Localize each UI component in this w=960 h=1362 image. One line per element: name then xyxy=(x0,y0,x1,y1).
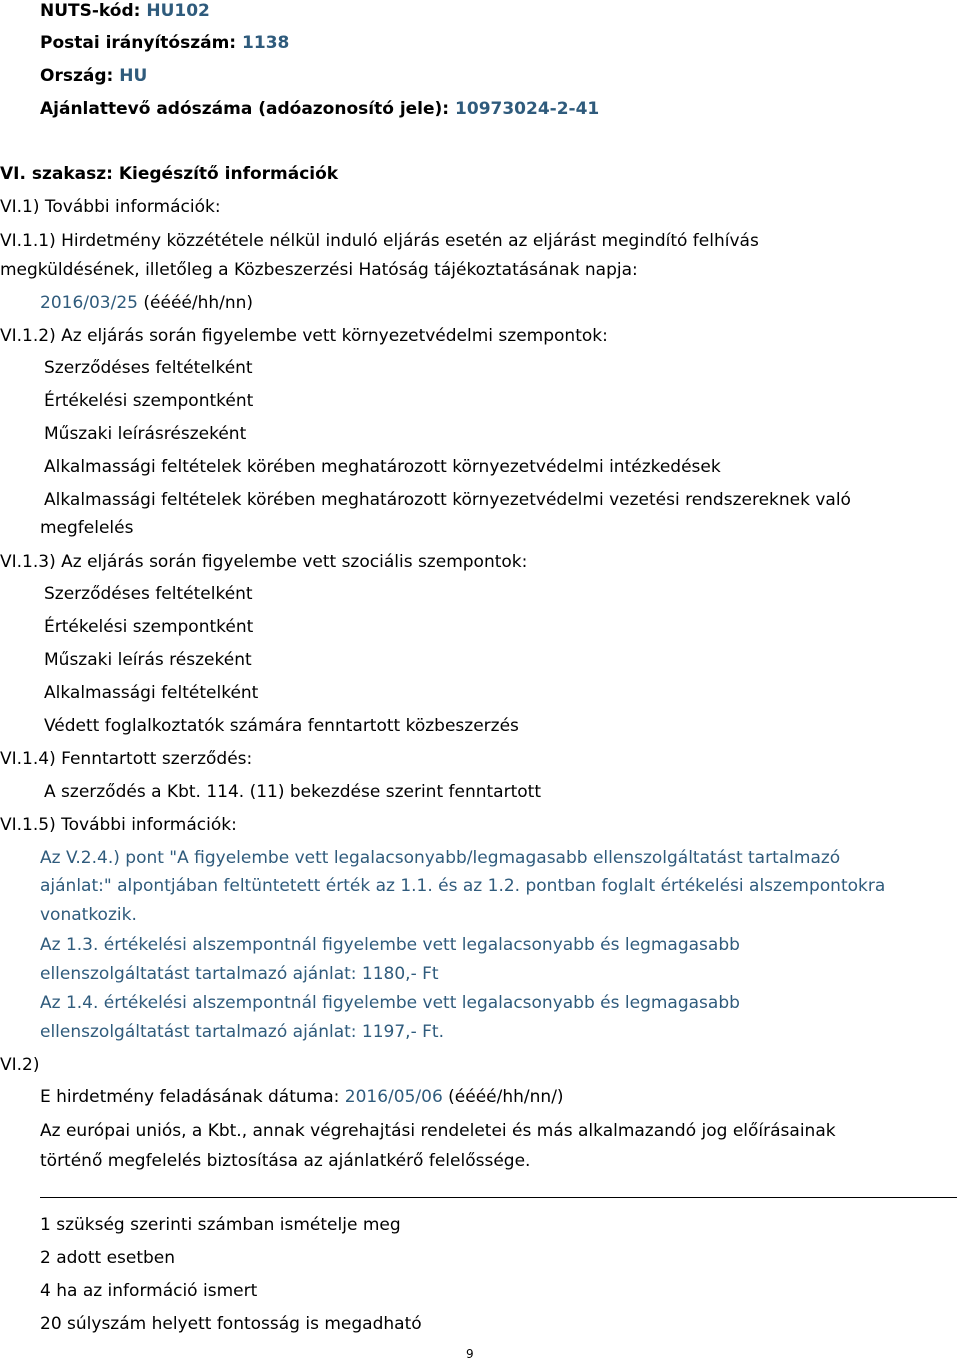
postal-code-row xyxy=(40,32,289,54)
footnote: 1 szükség szerinti számban ismételje meg xyxy=(40,1215,401,1235)
additional-info-line: ajánlat:" alpontjában feltüntetett érték az 1.1. és az 1.2. pontban foglalt értékelési alszempontokra xyxy=(40,876,886,896)
section-6-1-1-line-2: megküldésének, illetőleg a Közbeszerzési Hatóság tájékoztatásának napja: xyxy=(0,260,638,280)
env-criterion-item: Műszaki leírásrészeként xyxy=(44,424,247,444)
reserved-contract-value: A szerződés a Kbt. 114. (11) bekezdése szerint fenntartott xyxy=(44,782,541,802)
dispatch-date-format: (éééé/hh/nn/) xyxy=(448,1087,564,1107)
compliance-line-2: történő megfelelés biztosítása az ajánlatkérő felelőssége. xyxy=(40,1151,531,1171)
country-value: HU xyxy=(119,66,148,86)
footnote: 4 ha az információ ismert xyxy=(40,1281,258,1301)
additional-info-line: Az V.2.4.) pont "A figyelembe vett legalacsonyabb/legmagasabb ellenszolgáltatást tartalmazó xyxy=(40,848,841,868)
country-row xyxy=(40,65,147,87)
social-criterion-item: Védett foglalkoztatók számára fenntartott közbeszerzés xyxy=(44,716,519,736)
section-6-1-3-heading: VI.1.3) Az eljárás során figyelembe vett szociális szempontok: xyxy=(0,552,528,572)
section-6-1-heading: VI.1) További információk: xyxy=(0,197,221,217)
section-6-1-4-heading: VI.1.4) Fenntartott szerződés: xyxy=(0,749,253,769)
env-criterion-item: Alkalmassági feltételek körében meghatározott környezetvédelmi vezetési rendszereknek való xyxy=(44,490,851,510)
dispatch-date-row xyxy=(40,1086,564,1108)
section-6-2-heading: VI.2) xyxy=(0,1055,40,1075)
notice-date-row xyxy=(40,292,253,314)
dispatch-date-value: 2016/05/06 xyxy=(344,1087,443,1107)
section-title: VI. szakasz: Kiegészítő információk xyxy=(0,164,339,184)
env-criterion-item: Értékelési szempontként xyxy=(44,391,254,411)
postal-code-label: Postai irányítószám: xyxy=(40,33,237,53)
compliance-line-1: Az európai uniós, a Kbt., annak végrehajtási rendeletei és más alkalmazandó jog előírásainak xyxy=(40,1121,836,1141)
social-criterion-item: Értékelési szempontként xyxy=(44,617,254,637)
section-6-1-5-heading: VI.1.5) További információk: xyxy=(0,815,237,835)
footnote: 20 súlyszám helyett fontosság is megadható xyxy=(40,1314,422,1334)
page-number: 9 xyxy=(466,1347,474,1361)
footnote: 2 adott esetben xyxy=(40,1248,176,1268)
notice-date-format: (éééé/hh/nn) xyxy=(143,293,254,313)
additional-info-line: ellenszolgáltatást tartalmazó ajánlat: 1197,- Ft. xyxy=(40,1022,444,1042)
nuts-code-label: NUTS-kód: xyxy=(40,1,141,21)
social-criterion-item: Műszaki leírás részeként xyxy=(44,650,252,670)
tax-number-label: Ajánlattevő adószáma (adóazonosító jele): xyxy=(40,99,450,119)
section-6-1-1-line-1: VI.1.1) Hirdetmény közzététele nélkül induló eljárás esetén az eljárást megindító felhívás xyxy=(0,231,759,251)
additional-info-line: ellenszolgáltatást tartalmazó ajánlat: 1180,- Ft xyxy=(40,964,439,984)
additional-info-line: Az 1.4. értékelési alszempontnál figyelembe vett legalacsonyabb és legmagasabb xyxy=(40,993,740,1013)
tax-number-value: 10973024-2-41 xyxy=(455,99,600,119)
nuts-code-value: HU102 xyxy=(146,1,210,21)
notice-date-value: 2016/03/25 xyxy=(40,293,138,313)
footnote-divider xyxy=(40,1197,957,1198)
env-criterion-item-continued: megfelelés xyxy=(40,518,134,538)
postal-code-value: 1138 xyxy=(242,33,290,53)
dispatch-date-label: E hirdetmény feladásának dátuma: xyxy=(40,1087,340,1107)
additional-info-line: vonatkozik. xyxy=(40,905,137,925)
social-criterion-item: Szerződéses feltételként xyxy=(44,584,253,604)
additional-info-line: Az 1.3. értékelési alszempontnál figyelembe vett legalacsonyabb és legmagasabb xyxy=(40,935,740,955)
nuts-code-row xyxy=(40,0,210,22)
env-criterion-item: Alkalmassági feltételek körében meghatározott környezetvédelmi intézkedések xyxy=(44,457,721,477)
section-6-1-2-heading: VI.1.2) Az eljárás során figyelembe vett környezetvédelmi szempontok: xyxy=(0,326,608,346)
country-label: Ország: xyxy=(40,66,114,86)
env-criterion-item: Szerződéses feltételként xyxy=(44,358,253,378)
social-criterion-item: Alkalmassági feltételként xyxy=(44,683,259,703)
tax-number-row xyxy=(40,98,599,120)
